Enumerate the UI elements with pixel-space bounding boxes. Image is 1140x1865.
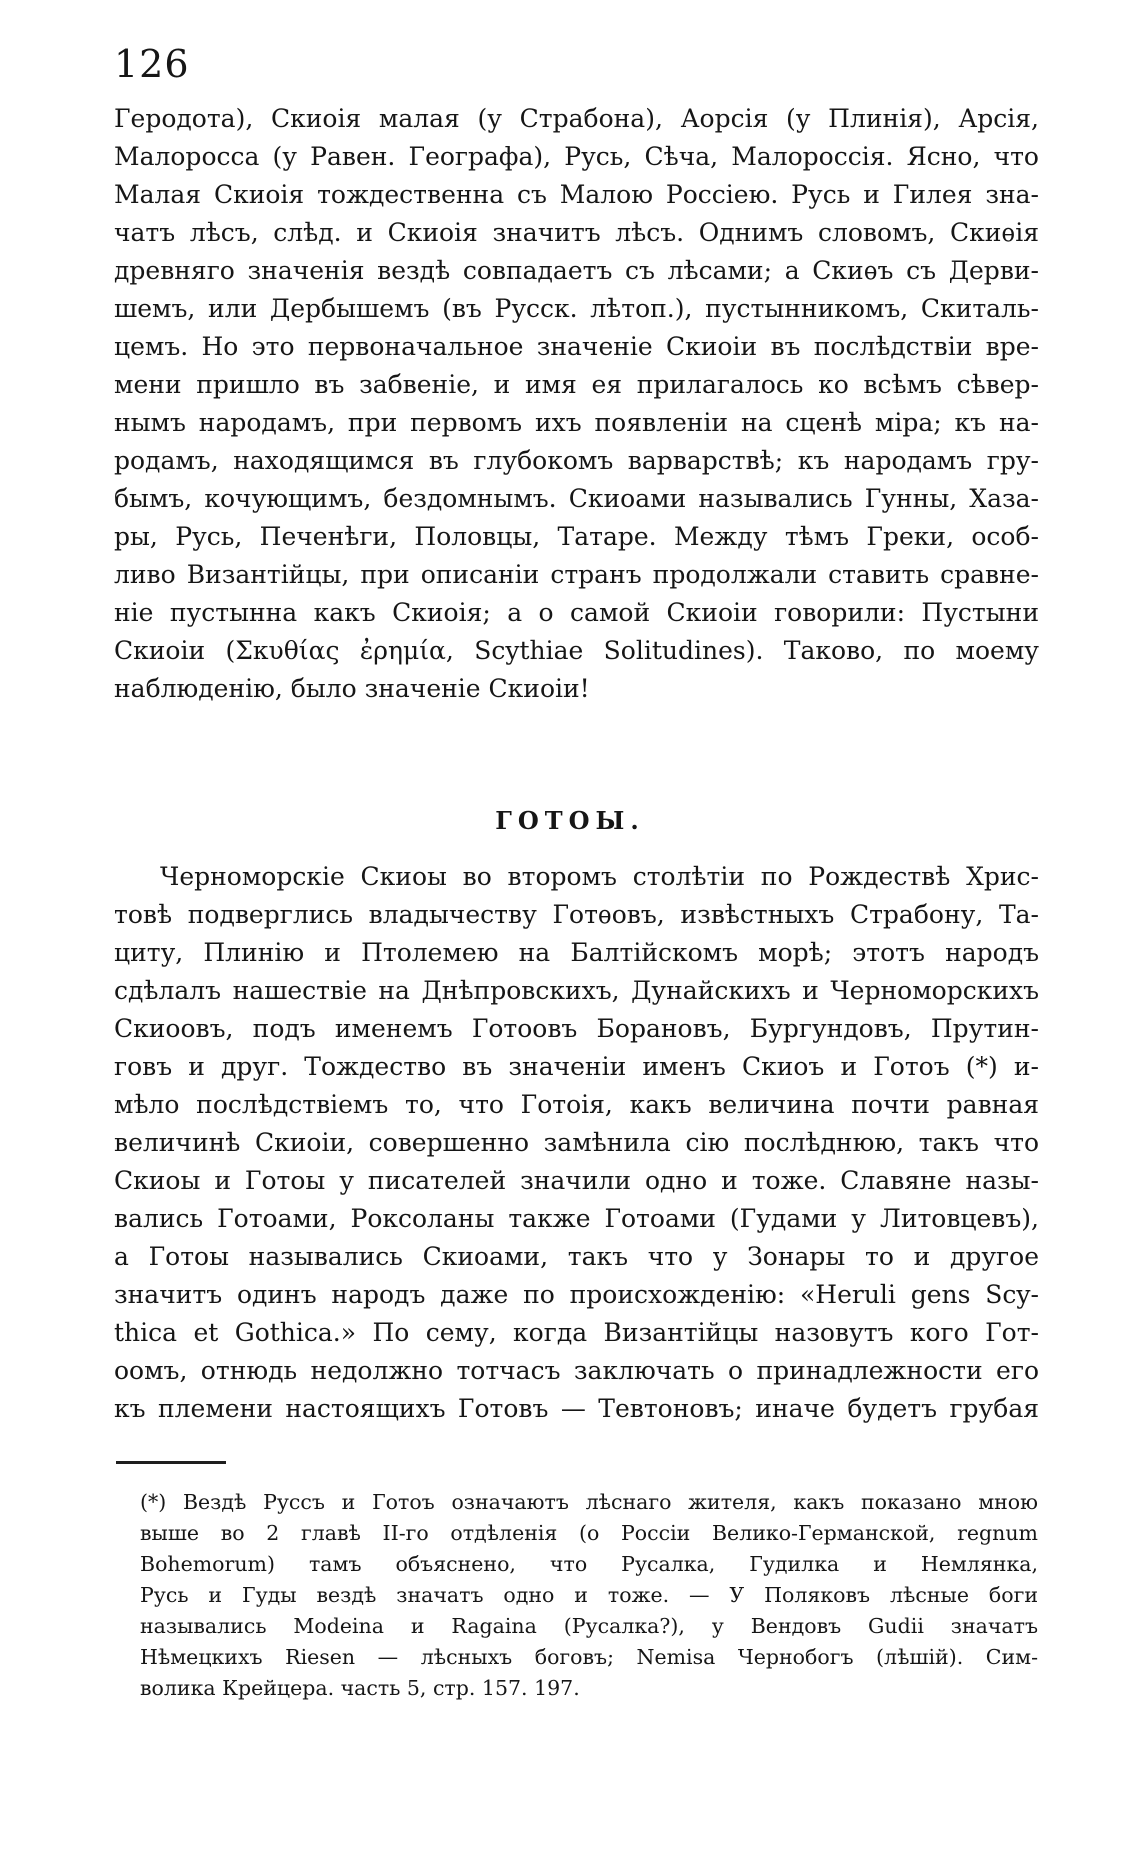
- text-line: Скиоовъ, подъ именемъ Готоовъ Борановъ, Бургундовъ, Прутин-: [114, 1014, 1039, 1043]
- text-line: къ племени настоящихъ Готовъ — Тевтоновъ; иначе будетъ грубая: [114, 1394, 1039, 1423]
- section-heading: ГОТОЫ.: [495, 806, 645, 835]
- footnote-line: Bohemorum) тамъ объяснено, что Русалка, Гудилка и Немлянка,: [140, 1552, 1038, 1576]
- text-line: thica et Gothica.» По сему, когда Византійцы назовутъ кого Гот-: [114, 1318, 1039, 1347]
- text-line: ры, Русь, Печенѣги, Половцы, Татаре. Между тѣмъ Греки, особ-: [114, 522, 1039, 551]
- text-line: говъ и друг. Тождество въ значеніи именъ Скиоъ и Готоъ (*) и-: [114, 1052, 1039, 1081]
- text-line: мени пришло въ забвеніе, и имя ея прилагалось ко всѣмъ сѣвер-: [114, 370, 1039, 399]
- footnote-line: (*) Вездѣ Руссъ и Готоъ означаютъ лѣснаго жителя, какъ показано мною: [140, 1490, 1038, 1514]
- text-line: цемъ. Но это первоначальное значеніе Скиоіи въ послѣдствіи вре-: [114, 332, 1039, 361]
- text-line: бымъ, кочующимъ, бездомнымъ. Скиоами назывались Гунны, Хаза-: [114, 484, 1039, 513]
- text-line: циту, Плинію и Птолемею на Балтійскомъ морѣ; этотъ народъ: [114, 938, 1039, 967]
- footnote-divider: [116, 1461, 226, 1464]
- text-line: Черноморскіе Скиоы во второмъ столѣтіи по Рождествѣ Хрис-: [160, 862, 1039, 891]
- text-line: величинѣ Скиоіи, совершенно замѣнила сію послѣднюю, такъ что: [114, 1128, 1039, 1157]
- text-line: сдѣлалъ нашествіе на Днѣпровскихъ, Дунайскихъ и Черноморскихъ: [114, 976, 1039, 1005]
- text-line: значитъ одинъ народъ даже по происхожденію: «Heruli gens Scy-: [114, 1280, 1039, 1309]
- text-line: ливо Византійцы, при описаніи странъ продолжали ставить сравне-: [114, 560, 1039, 589]
- text-line: наблюденію, было значеніе Скиоіи!: [114, 674, 590, 703]
- text-line: родамъ, находящимся въ глубокомъ варварствѣ; къ народамъ гру-: [114, 446, 1039, 475]
- text-line: оомъ, отнюдь недолжно тотчасъ заключать о принадлежности его: [114, 1356, 1039, 1385]
- top-paragraph: [114, 100, 1039, 708]
- text-line: шемъ, или Дербышемъ (въ Русск. лѣтоп.), пустынникомъ, Скиталь-: [114, 294, 1039, 323]
- text-line: Малая Скиоія тождественна съ Малою Россіею. Русь и Гилея зна-: [114, 180, 1039, 209]
- text-line: вались Готоами, Роксоланы также Готоами (Гудами у Литовцевъ),: [114, 1204, 1039, 1233]
- text-line: товѣ подверглись владычеству Готѳовъ, извѣстныхъ Страбону, Та-: [114, 900, 1039, 929]
- text-line: мѣло послѣдствіемъ то, что Готоія, какъ величина почти равная: [114, 1090, 1039, 1119]
- text-line: а Готоы назывались Скиоами, такъ что у Зонары то и другое: [114, 1242, 1039, 1271]
- section-paragraph: [114, 858, 1039, 1428]
- footnote: [140, 1487, 1038, 1704]
- footnote-line: Нѣмецкихъ Riesen — лѣсныхъ боговъ; Nemisa Чернобогъ (лѣшій). Сим-: [140, 1645, 1038, 1669]
- text-line: Малоросса (у Равен. Географа), Русь, Сѣча, Малороссія. Ясно, что: [114, 142, 1039, 171]
- text-line: древняго значенія вездѣ совпадаетъ съ лѣсами; а Скиѳъ съ Дерви-: [114, 256, 1039, 285]
- page-number: 126: [114, 42, 190, 86]
- text-line: Геродота), Скиоія малая (у Страбона), Аорсія (у Плинія), Арсія,: [114, 104, 1039, 133]
- text-line: ніе пустынна какъ Скиоія; а о самой Скиоіи говорили: Пустыни: [114, 598, 1039, 627]
- footnote-line: выше во 2 главѣ II-го отдѣленія (о Россіи Велико-Германской, regnum: [140, 1521, 1038, 1545]
- footnote-line: назывались Modeina и Ragaina (Русалка?), у Вендовъ Gudii значатъ: [140, 1614, 1038, 1638]
- footnote-line: волика Крейцера. часть 5, стр. 157. 197.: [140, 1676, 580, 1700]
- text-line: чатъ лѣсъ, слѣд. и Скиоія значитъ лѣсъ. Однимъ словомъ, Скиѳія: [114, 218, 1039, 247]
- text-line: Скиоіи (Σκυθίας ἐρημία, Scythiae Solitudines). Таково, по моему: [114, 636, 1039, 665]
- text-line: Скиоы и Готоы у писателей значили одно и тоже. Славяне назы-: [114, 1166, 1039, 1195]
- footnote-line: Русь и Гуды вездѣ значатъ одно и тоже. — У Поляковъ лѣсные боги: [140, 1583, 1038, 1607]
- text-line: нымъ народамъ, при первомъ ихъ появленіи на сценѣ міра; къ на-: [114, 408, 1039, 437]
